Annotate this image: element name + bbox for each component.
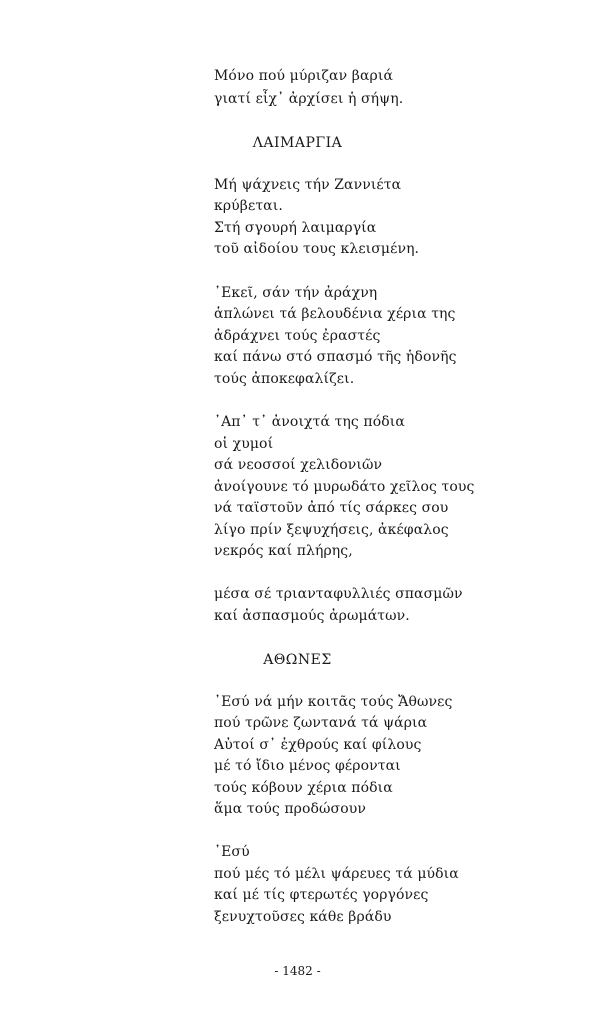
poem-line: τοῦ αἰδοίου τους κλεισμένη.: [214, 241, 420, 257]
poem-line: νεκρός καί πλήρης,: [214, 543, 353, 559]
poem-line: ἁπλώνει τά βελουδένια χέρια της: [214, 306, 456, 322]
poem-line: καί πάνω στό σπασμό τῆς ἡδονῆς: [214, 349, 457, 365]
poem-line: γιατί εἶχ᾽ ἀρχίσει ἡ σήψη.: [214, 91, 404, 107]
poem-title: ΑΘΩΝΕΣ: [263, 652, 332, 668]
poem-line: τούς ἀποκεφαλίζει.: [214, 371, 355, 387]
page-number: - 1482 -: [274, 964, 321, 978]
poem-title: ΛΑΙΜΑΡΓΙΑ: [252, 135, 343, 151]
poem-line: πού τρῶνε ζωντανά τά ψάρια: [214, 715, 428, 731]
poem-line: Μόνο πού μύριζαν βαριά: [214, 68, 393, 84]
poem-line: νά ταϊστοῦν ἀπό τίς σάρκες σου: [214, 500, 449, 516]
poem-line: καί μέ τίς φτερωτές γοργόνες: [214, 887, 429, 903]
poem-line: τούς κόβουν χέρια πόδια: [214, 780, 393, 796]
poem-line: ᾽Απ᾽ τ᾽ ἀνοιχτά της πόδια: [214, 414, 405, 430]
poem-line: σά νεοσσοί χελιδονιῶν: [214, 457, 383, 473]
poem-line: ᾽Εσύ: [214, 844, 250, 860]
poem-line: καί ἀσπασμούς ἀρωμάτων.: [214, 608, 410, 624]
poem-line: ξενυχτοῦσες κάθε βράδυ: [214, 909, 392, 925]
poem-line: ἅμα τούς προδώσουν: [214, 801, 366, 817]
poem-line: ᾽Εσύ νά μήν κοιτᾶς τούς Ἄθωνες: [214, 694, 453, 710]
poem-line: οἱ χυμοί: [214, 436, 274, 452]
poem-line: μέ τό ἴδιο μένος φέρονται: [214, 758, 401, 774]
poem-line: ἀνοίγουνε τό μυρωδάτο χεῖλος τους: [214, 479, 475, 495]
poem-line: πού μές τό μέλι ψάρευες τά μύδια: [214, 866, 459, 882]
poem-line: Αὐτοί σ᾽ ἐχθρούς καί φίλους: [214, 737, 422, 753]
poem-line: Μή ψάχνεις τήν Ζαννιέτα: [214, 177, 402, 193]
poem-line: ἁδράχνει τούς ἐραστές: [214, 328, 381, 344]
poem-line: μέσα σέ τριανταφυλλιές σπασμῶν: [214, 586, 463, 602]
poem-line: κρύβεται.: [214, 198, 283, 214]
poem-line: λίγο πρίν ξεψυχήσεις, ἀκέφαλος: [214, 522, 449, 538]
poem-line: Στή σγουρή λαιμαργία: [214, 220, 377, 236]
poem-line: ᾽Εκεῖ, σάν τήν ἀράχνη: [214, 285, 378, 301]
